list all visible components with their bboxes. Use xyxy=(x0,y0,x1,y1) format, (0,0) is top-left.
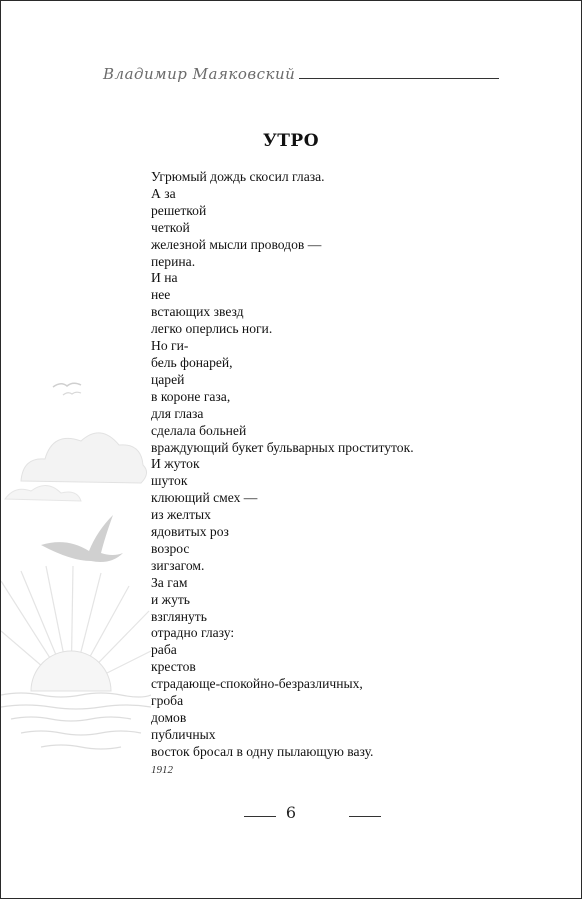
poem-line: отрадно глазу: xyxy=(151,625,235,641)
poem-title: УТРО xyxy=(262,131,320,151)
poem-line: зигзагом. xyxy=(151,557,205,573)
small-bird-icon xyxy=(53,383,81,387)
poem-line: сделала больней xyxy=(151,422,247,438)
poem-line: шуток xyxy=(151,473,188,489)
sea-waves xyxy=(1,693,151,749)
cloud-icon xyxy=(21,433,147,483)
poem-line: бель фонарей, xyxy=(151,354,233,370)
poem-line: раба xyxy=(151,642,177,658)
author-signature: Владимир Маяковский xyxy=(103,65,296,83)
poem-line: И жуток xyxy=(151,456,200,472)
cloud-icon-2 xyxy=(5,485,81,501)
poem-line: и жуть xyxy=(151,591,191,607)
page-number: 6 xyxy=(285,803,297,822)
poem-line: враждующий букет бульварных проституток. xyxy=(151,439,414,455)
poem-line: для глаза xyxy=(151,405,204,421)
running-header xyxy=(101,63,501,93)
poem-line: нее xyxy=(151,287,171,303)
page-footer xyxy=(1,801,581,831)
poem-line: Но ги- xyxy=(151,338,189,354)
poem-line: восток бросал в одну пылающую вазу. xyxy=(151,743,374,759)
poem-line: гроба xyxy=(151,693,184,709)
poem-line: в короне газа, xyxy=(151,388,231,404)
poem-line: За гам xyxy=(151,574,188,590)
poem-line: железной мысли проводов — xyxy=(151,236,322,252)
poem-year: 1912 xyxy=(151,764,173,776)
poem-line: клюющий смех — xyxy=(151,490,258,506)
sun-icon xyxy=(31,651,111,691)
poem-line: И на xyxy=(151,270,178,286)
poem-line: царей xyxy=(151,371,185,387)
poem-line: Угрюмый дождь скосил глаза. xyxy=(151,169,325,184)
poem-line: взглянуть xyxy=(151,608,207,624)
poem-line: публичных xyxy=(151,726,216,742)
header-rule xyxy=(299,78,499,79)
seagull-sunrise-illustration xyxy=(1,361,151,781)
poem-line: легко оперлись ноги. xyxy=(151,321,273,337)
poem-line: встающих звезд xyxy=(151,304,244,320)
poem-line: возрос xyxy=(151,540,190,556)
poem-line: решеткой xyxy=(151,202,207,218)
poem-line: домов xyxy=(151,710,187,725)
poem-line: ядовитых роз xyxy=(151,524,229,540)
footer-rule-right xyxy=(349,816,381,817)
poem-line: страдающе-спокойно-безразличных, xyxy=(151,676,363,692)
poem-line: перина. xyxy=(151,253,196,269)
small-bird-icon-2 xyxy=(63,392,81,395)
poem-line: А за xyxy=(151,185,176,201)
poem-line: крестов xyxy=(151,659,196,675)
poem-line: из желтых xyxy=(151,507,211,523)
seagull-icon xyxy=(41,515,123,562)
poem-line: четкой xyxy=(151,219,190,235)
poem-body xyxy=(151,169,414,761)
